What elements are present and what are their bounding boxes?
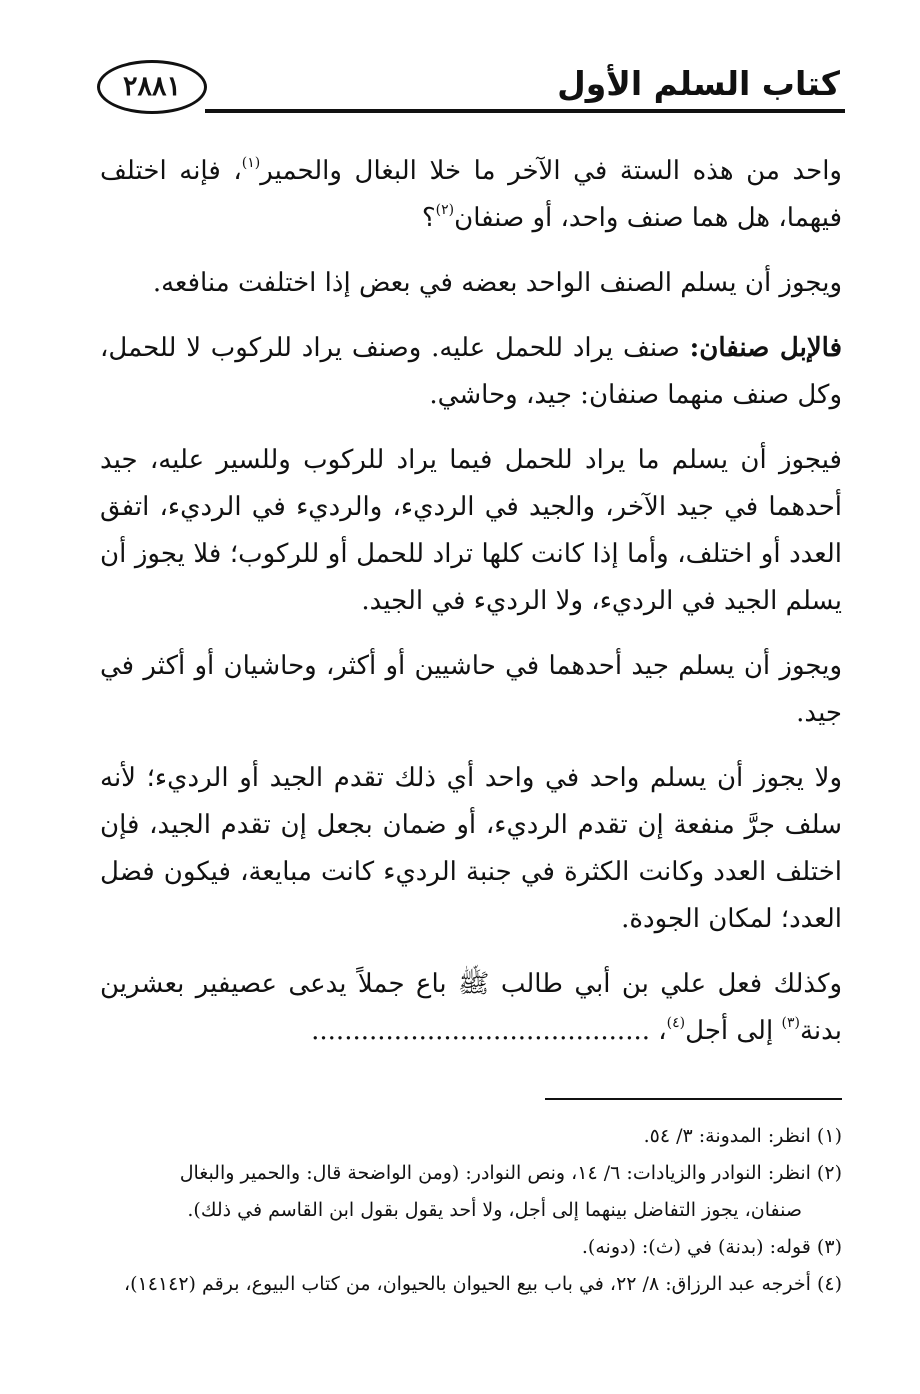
paragraph-1-text-b: ، فإنه اختلف فيهما، هل هما صنف واحد، أو صنفان <box>100 156 842 233</box>
paragraph-3-text: صنف يراد للحمل عليه. وصنف يراد للركوب لا للحمل، وكل صنف منهما صنفان: جيد، وحاشي. <box>100 333 842 410</box>
honorific-glyph: ﷺ <box>458 969 490 999</box>
paragraph-1-text-a: واحد من هذه الستة في الآخر ما خلا البغال والحمير <box>260 156 842 186</box>
paragraph-1 <box>100 148 842 242</box>
footnote-4: (٤) أخرجه عبد الرزاق: ٨/ ٢٢، في باب بيع الحيوان بالحيوان، من كتاب البيوع، برقم (١٤١٤٢)، <box>123 1273 842 1295</box>
book-title: كتاب السلم الأول <box>557 64 840 103</box>
paragraph-5: ويجوز أن يسلم جيد أحدهما في حاشيين أو أكثر، وحاشيان أو أكثر في جيد. <box>100 651 842 728</box>
header-rule <box>205 109 845 113</box>
footnote-ref-3: (٣) <box>781 1015 800 1031</box>
paragraph-7 <box>100 961 842 1055</box>
paragraph-7-text-a: وكذلك فعل علي بن أبي طالب <box>489 969 842 999</box>
paragraph-2: ويجوز أن يسلم الصنف الواحد بعضه في بعض إذا اختلفت منافعه. <box>152 268 842 298</box>
footnote-separator <box>545 1098 842 1100</box>
paragraph-7-text-b: باع جملاً يدعى عصيفير بعشرين بدنة <box>100 969 842 1046</box>
paragraph-3 <box>100 325 842 419</box>
footnote-2-continued: صنفان، يجوز التفاضل بينهما إلى أجل، ولا أحد يقول بقول ابن القاسم في ذلك). <box>187 1199 802 1221</box>
footnote-ref-2: (٢) <box>435 202 455 218</box>
paragraph-7-text-d: ، <box>650 1016 667 1046</box>
paragraph-4: فيجوز أن يسلم ما يراد للحمل فيما يراد للركوب وللسير عليه، جيد أحدهما في جيد الآخر، والجيد في الرديء، والرديء في الرديء، اتفق العدد أو اختلف، وأما إذا كانت كلها تراد للحمل أو للركوب؛ فلا يجوز أن يسلم الجيد في الرديء، ولا الرديء في الجيد. <box>100 445 842 616</box>
footnote-1: (١) انظر: المدونة: ٣/ ٥٤. <box>643 1125 842 1147</box>
footnote-ref-4: (٤) <box>666 1015 686 1031</box>
paragraph-6: ولا يجوز أن يسلم واحد في واحد أي ذلك تقدم الجيد أو الرديء؛ لأنه سلف جرَّ منفعة إن تقدم الرديء، أو ضمان بجعل إن تقدم الجيد، فإن اختلف العدد وكانت الكثرة في جنبة الرديء كانت مبايعة، فيكون فضل العدد؛ لمكان الجودة. <box>100 763 842 934</box>
page-header <box>95 58 845 118</box>
paragraph-7-text-c: إلى أجل <box>685 1016 782 1046</box>
main-text <box>100 148 842 1073</box>
paragraph-1-text-c: ؟ <box>421 203 436 233</box>
page-number: ٢٨٨١ <box>122 71 181 102</box>
footnote-ref-1: (١) <box>241 155 261 171</box>
continuation-dots: ......................................... <box>311 1016 650 1046</box>
footnote-3: (٣) قوله: (بدنة) في (ث): (دونه). <box>581 1236 842 1258</box>
footnotes <box>100 1120 842 1305</box>
paragraph-3-lead: فالإبل صنفان: <box>689 333 843 363</box>
footnote-2: (٢) انظر: النوادر والزيادات: ٦/ ١٤، ونص النوادر: (ومن الواضحة قال: والحمير والبغال <box>179 1162 842 1184</box>
